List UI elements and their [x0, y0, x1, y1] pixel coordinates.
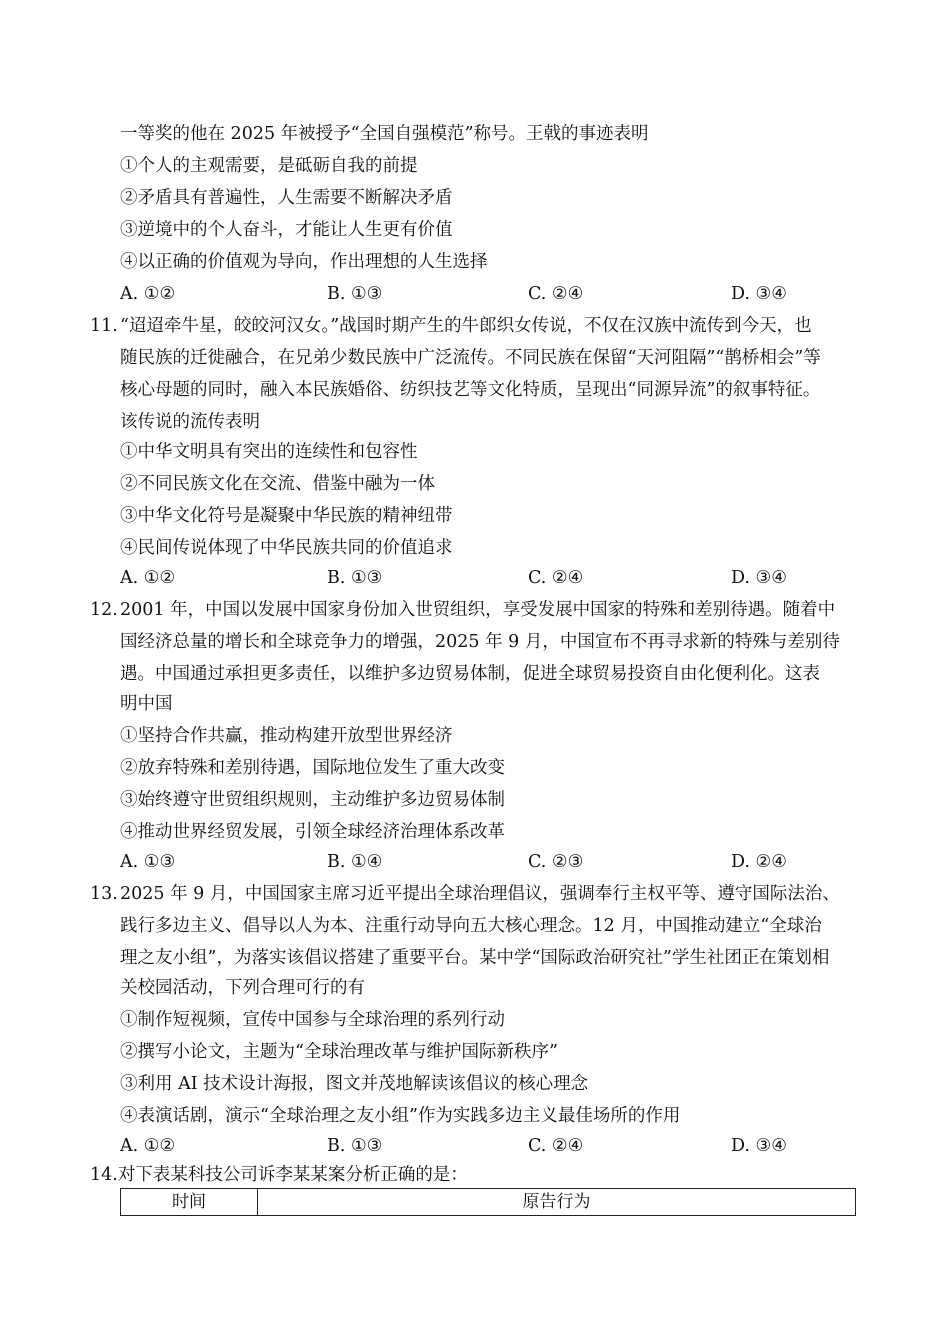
q12-option-a: A. ①③: [120, 852, 176, 872]
q12-number: 12.: [90, 600, 118, 620]
q12-stem-line-4: 明中国: [120, 694, 173, 714]
q11-item-4: ④民间传说体现了中华民族共同的价值追求: [120, 538, 453, 558]
q12-item-1: ①坚持合作共赢，推动构建开放型世界经济: [120, 726, 453, 746]
q11-stem-line-1: “迢迢牵牛星，皎皎河汉女。”战国时期产生的牛郎织女传说，不仅在汉族中流传到今天，也: [120, 316, 812, 336]
q13-number: 13.: [90, 884, 118, 904]
q12-stem-line-1: 2001 年，中国以发展中国家身份加入世贸组织，享受发展中国家的特殊和差别待遇。随着中: [120, 600, 836, 620]
q11-option-d: D. ③④: [731, 568, 787, 588]
q11-option-a: A. ①②: [120, 568, 176, 588]
q14-table: [120, 1188, 856, 1216]
q12-item-2: ②放弃特殊和差别待遇，国际地位发生了重大改变: [120, 758, 505, 778]
q12-item-3: ③始终遵守世贸组织规则，主动维护多边贸易体制: [120, 790, 505, 810]
q10-stem-tail: 一等奖的他在 2025 年被授予“全国自强模范”称号。王戟的事迹表明: [120, 124, 649, 144]
q12-option-d: D. ②④: [731, 852, 787, 872]
q11-stem-line-2: 随民族的迁徙融合，在兄弟少数民族中广泛流传。不同民族在保留“天河阻隔”“鹊桥相会”等: [120, 348, 821, 368]
q13-stem-line-1: 2025 年 9 月，中国国家主席习近平提出全球治理倡议，强调奉行主权平等、遵守国际法治、: [120, 884, 840, 904]
q14-stem: 14.对下表某科技公司诉李某某案分析正确的是：: [90, 1165, 468, 1185]
q13-item-4: ④表演话剧，演示“全球治理之友小组”作为实践多边主义最佳场所的作用: [120, 1106, 681, 1126]
q12-item-4: ④推动世界经贸发展，引领全球经济治理体系改革: [120, 822, 505, 842]
q13-option-c: C. ②④: [528, 1136, 584, 1156]
q10-option-d: D. ③④: [731, 284, 787, 304]
q11-stem-line-4: 该传说的流传表明: [120, 412, 260, 432]
q10-item-2: ②矛盾具有普遍性，人生需要不断解决矛盾: [120, 188, 453, 208]
q11-item-1: ①中华文明具有突出的连续性和包容性: [120, 442, 418, 462]
q13-stem-line-4: 关校园活动，下列合理可行的有: [120, 978, 365, 998]
q11-option-b: B. ①③: [327, 568, 383, 588]
q13-item-1: ①制作短视频，宣传中国参与全球治理的系列行动: [120, 1010, 505, 1030]
q13-stem-line-2: 践行多边主义、倡导以人为本、注重行动导向五大核心理念。12 月，中国推动建立“全球治: [120, 916, 822, 936]
q13-option-b: B. ①③: [327, 1136, 383, 1156]
q11-item-3: ③中华文化符号是凝聚中华民族的精神纽带: [120, 506, 453, 526]
table-header-row: [121, 1189, 856, 1216]
q13-item-2: ②撰写小论文，主题为“全球治理改革与维护国际新秩序”: [120, 1042, 558, 1062]
q11-item-2: ②不同民族文化在交流、借鉴中融为一体: [120, 474, 435, 494]
q13-stem-line-3: 理之友小组”，为落实该倡议搭建了重要平台。某中学“国际政治研究社”学生社团正在策划相: [120, 948, 830, 968]
table-header-time: 时间: [121, 1189, 258, 1216]
q12-option-c: C. ②③: [528, 852, 584, 872]
table-header-plaintiff-action: 原告行为: [258, 1189, 856, 1216]
q10-option-a: A. ①②: [120, 284, 176, 304]
q11-option-c: C. ②④: [528, 568, 584, 588]
q11-stem-line-3: 核心母题的同时，融入本民族婚俗、纺织技艺等文化特质，呈现出“同源异流”的叙事特征。: [120, 380, 821, 400]
q13-option-d: D. ③④: [731, 1136, 787, 1156]
q12-option-b: B. ①④: [327, 852, 383, 872]
q10-item-1: ①个人的主观需要，是砥砺自我的前提: [120, 156, 418, 176]
q10-option-b: B. ①③: [327, 284, 383, 304]
q12-stem-line-2: 国经济总量的增长和全球竞争力的增强，2025 年 9 月，中国宣布不再寻求新的特殊与差别待: [120, 632, 840, 652]
q13-option-a: A. ①②: [120, 1136, 176, 1156]
q13-item-3: ③利用 AI 技术设计海报，图文并茂地解读该倡议的核心理念: [120, 1074, 589, 1094]
q10-item-4: ④以正确的价值观为导向，作出理想的人生选择: [120, 252, 488, 272]
q11-number: 11.: [90, 316, 118, 336]
q10-item-3: ③逆境中的个人奋斗，才能让人生更有价值: [120, 220, 453, 240]
q10-option-c: C. ②④: [528, 284, 584, 304]
q12-stem-line-3: 遇。中国通过承担更多责任，以维护多边贸易体制，促进全球贸易投资自由化便利化。这表: [120, 664, 820, 684]
